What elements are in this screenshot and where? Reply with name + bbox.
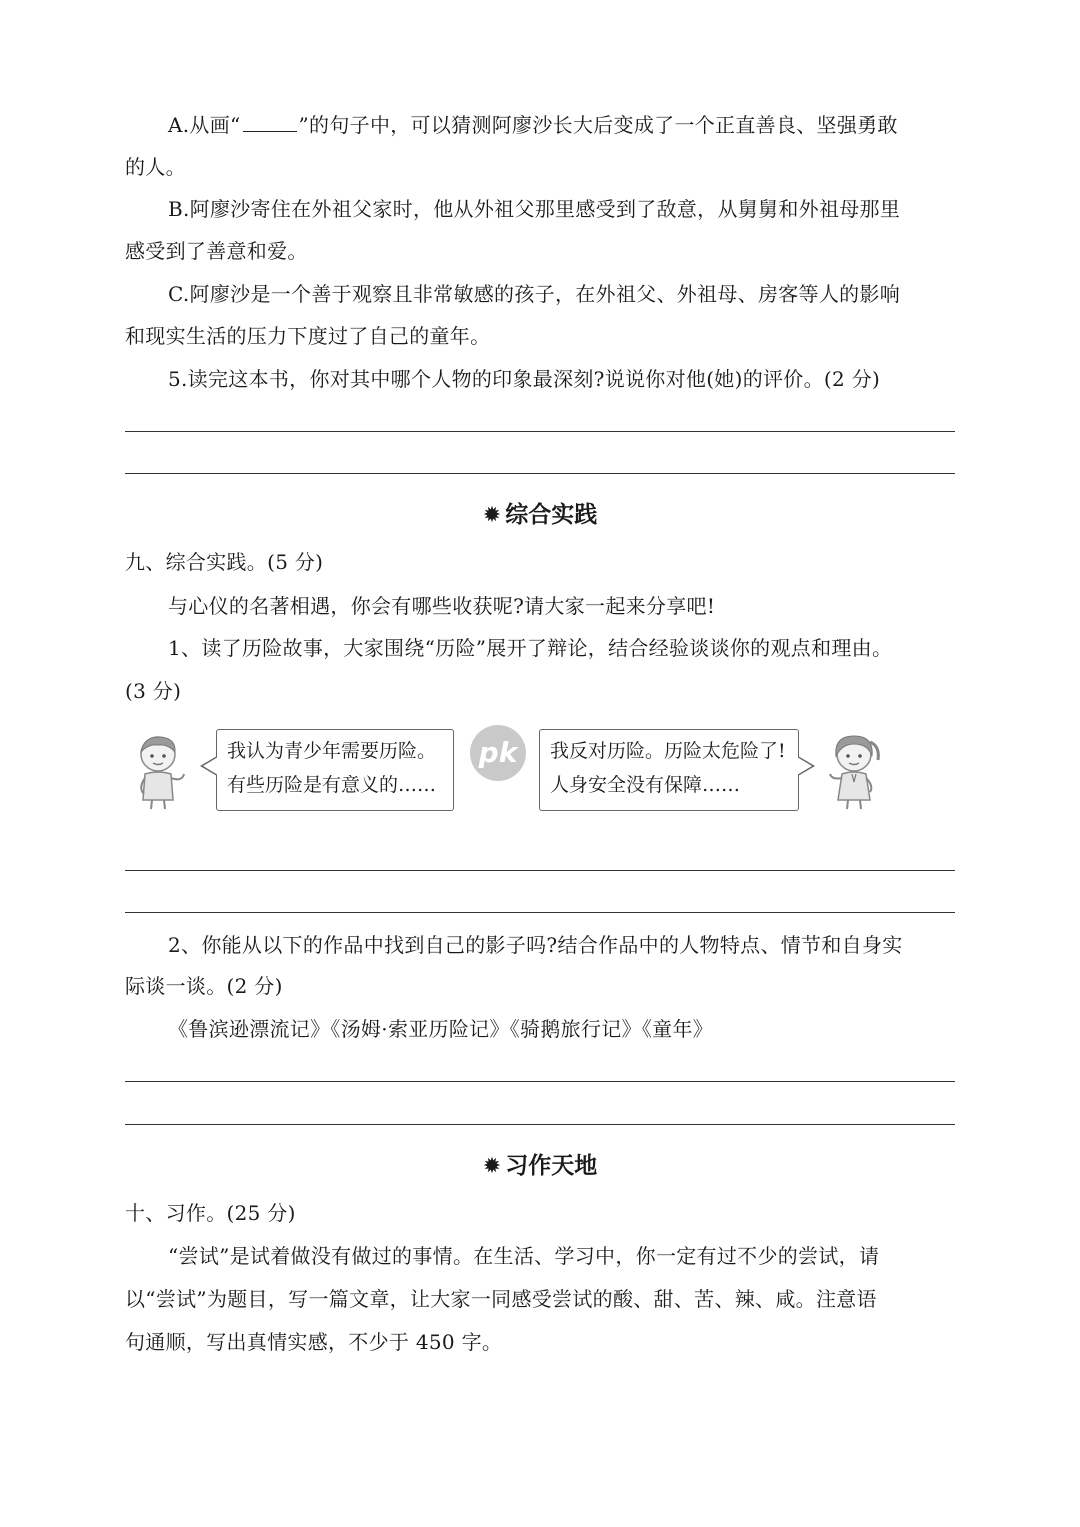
bubble-oppose-line1: 我反对历险。历险太危险了! xyxy=(550,740,786,762)
star-icon: ✹ xyxy=(482,1154,502,1179)
writing-prompt-line1: “尝试”是试着做没有做过的事情。在生活、学习中，你一定有过不少的尝试，请 xyxy=(168,1244,880,1268)
section-title-writing xyxy=(0,1150,1080,1183)
boy-figure-icon xyxy=(130,732,190,810)
practice-q2-line2: 际谈一谈。(2 分) xyxy=(125,974,283,998)
speech-bubble-oppose xyxy=(539,729,799,811)
answer-line[interactable] xyxy=(125,473,955,474)
bubble-support-line1: 我认为青少年需要历险。 xyxy=(227,740,437,762)
question-5: 5.读完这本书，你对其中哪个人物的印象最深刻?说说你对他(她)的评价。(2 分) xyxy=(168,367,881,391)
option-a-text: ”的句子中，可以猜测阿廖沙长大后变成了一个正直善良、坚强勇敢 xyxy=(298,113,898,137)
practice-q2-line1: 2、你能从以下的作品中找到自己的影子吗?结合作品中的人物特点、情节和自身实 xyxy=(168,933,903,957)
answer-line[interactable] xyxy=(125,1124,955,1125)
answer-line[interactable] xyxy=(125,870,955,871)
writing-prompt-line2: 以“尝试”为题目，写一篇文章，让大家一同感受尝试的酸、甜、苦、辣、咸。注意语 xyxy=(125,1287,877,1311)
pk-badge: pk xyxy=(470,725,526,781)
writing-prompt-line3: 句通顺，写出真情实感，不少于 450 字。 xyxy=(125,1330,503,1354)
answer-line[interactable] xyxy=(125,1081,955,1082)
option-b-line1: B.阿廖沙寄住在外祖父家时，他从外祖父那里感受到了敌意，从舅舅和外祖母那里 xyxy=(168,197,901,221)
section-title-practice xyxy=(0,499,1080,532)
bubble-support-line2: 有些历险是有意义的…… xyxy=(227,774,437,796)
question-10-heading: 十、习作。(25 分) xyxy=(125,1201,296,1225)
section-title-text: 习作天地 xyxy=(505,1153,598,1179)
option-c-line2: 和现实生活的压力下度过了自己的童年。 xyxy=(125,324,491,348)
practice-q1-line1: 1、读了历险故事，大家围绕“历险”展开了辩论，结合经验谈谈你的观点和理由。 xyxy=(168,636,893,660)
option-b-line2: 感受到了善意和爱。 xyxy=(125,239,308,263)
section-title-text: 综合实践 xyxy=(505,502,598,528)
answer-line[interactable] xyxy=(125,912,955,913)
bubble-oppose-line2: 人身安全没有保障…… xyxy=(550,774,741,796)
option-c-line1: C.阿廖沙是一个善于观察且非常敏感的孩子，在外祖父、外祖母、房客等人的影响 xyxy=(168,282,901,306)
option-a-line2: 的人。 xyxy=(125,155,186,179)
book-list: 《鲁滨逊漂流记》《汤姆·索亚历险记》《骑鹅旅行记》《童年》 xyxy=(168,1017,714,1041)
star-icon: ✹ xyxy=(482,503,502,528)
answer-line[interactable] xyxy=(125,431,955,432)
practice-q1-line2: (3 分) xyxy=(125,679,182,703)
option-a-line1 xyxy=(168,110,955,140)
fill-blank[interactable] xyxy=(243,113,297,132)
question-9-heading: 九、综合实践。(5 分) xyxy=(125,550,324,574)
option-a-prefix: A.从画“ xyxy=(168,113,241,137)
girl-figure-icon xyxy=(822,730,884,810)
practice-intro: 与心仪的名著相遇，你会有哪些收获呢?请大家一起来分享吧! xyxy=(168,594,716,618)
speech-bubble-support xyxy=(216,729,454,811)
